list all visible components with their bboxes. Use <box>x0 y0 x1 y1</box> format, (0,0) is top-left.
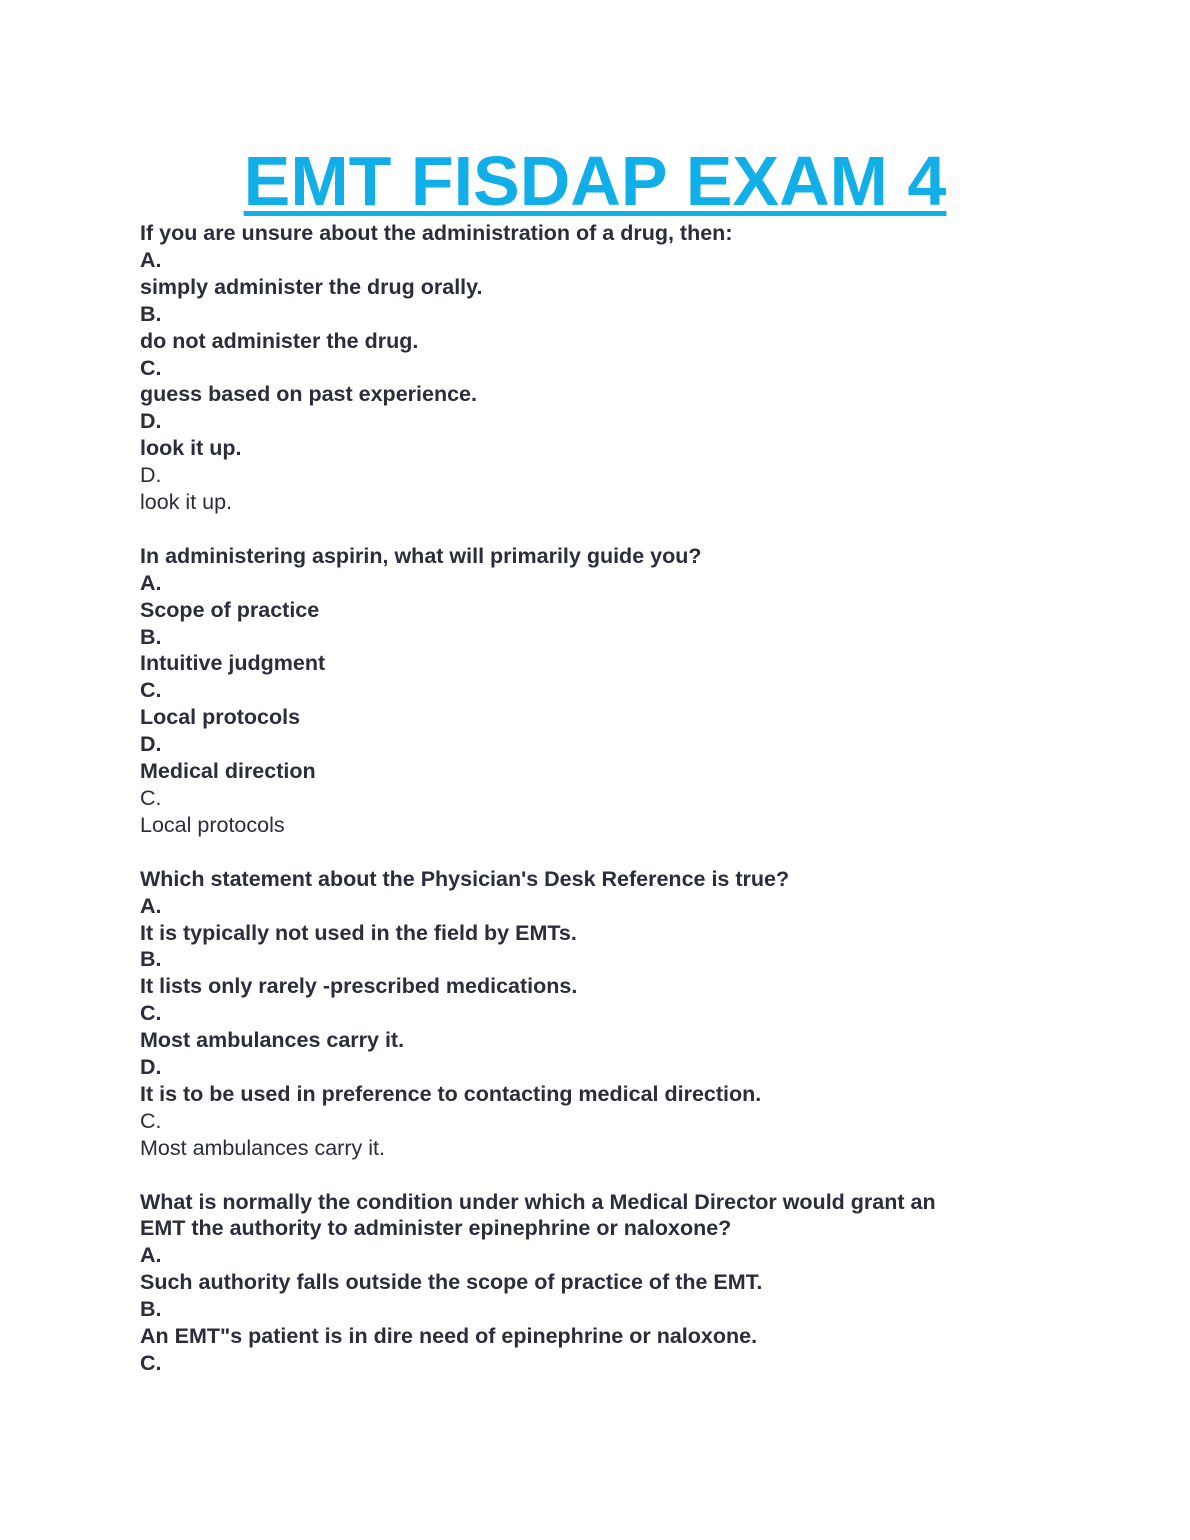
question-text: What is normally the condition under which a Medical Director would grant an <box>140 1189 936 1214</box>
spacer <box>140 516 1040 543</box>
answer-text: Most ambulances carry it. <box>140 1135 385 1160</box>
answer-text: Local protocols <box>140 812 285 837</box>
option-text: Intuitive judgment <box>140 651 326 676</box>
spacer <box>140 1162 1040 1189</box>
question-text: If you are unsure about the administration of a drug, then: <box>140 221 733 245</box>
option-text: look it up. <box>140 436 242 461</box>
option-letter: D. <box>140 732 162 757</box>
option-text: guess based on past experience. <box>140 382 477 407</box>
option-letter: A. <box>140 1243 162 1268</box>
question-block <box>140 1189 1040 1377</box>
question-block <box>140 866 1040 1162</box>
option-text: It lists only rarely -prescribed medications. <box>140 974 578 999</box>
answer-letter: C. <box>140 1108 162 1133</box>
question-list <box>140 220 1040 1377</box>
option-text: Medical direction <box>140 759 316 784</box>
option-text: An EMT"s patient is in dire need of epinephrine or naloxone. <box>140 1324 758 1349</box>
option-letter: A. <box>140 570 162 595</box>
question-text: In administering aspirin, what will primarily guide you? <box>140 543 702 568</box>
option-letter: C. <box>140 1351 162 1376</box>
document-title-text: EMT FISDAP EXAM 4 <box>243 142 947 220</box>
option-text: It is typically not used in the field by EMTs. <box>140 920 577 945</box>
option-letter: B. <box>140 624 162 649</box>
option-text: Scope of practice <box>140 597 320 622</box>
answer-letter: C. <box>140 786 162 811</box>
option-letter: A. <box>140 893 162 918</box>
option-letter: B. <box>140 1297 162 1322</box>
option-letter: C. <box>140 355 162 380</box>
option-letter: B. <box>140 301 162 326</box>
option-text: Most ambulances carry it. <box>140 1028 405 1053</box>
option-letter: C. <box>140 678 162 703</box>
answer-text: look it up. <box>140 490 233 515</box>
spacer <box>140 839 1040 866</box>
option-text: simply administer the drug orally. <box>140 274 483 299</box>
answer-letter: D. <box>140 463 162 488</box>
option-text: Such authority falls outside the scope of practice of the EMT. <box>140 1270 763 1295</box>
question-block <box>140 543 1040 839</box>
option-letter: C. <box>140 1001 162 1026</box>
question-text: Which statement about the Physician's Desk Reference is true? <box>140 866 790 891</box>
option-text: It is to be used in preference to contacting medical direction. <box>140 1081 762 1106</box>
option-letter: D. <box>140 409 162 434</box>
question-text: EMT the authority to administer epinephrine or naloxone? <box>140 1216 732 1241</box>
option-letter: A. <box>140 247 162 272</box>
option-letter: B. <box>140 947 162 972</box>
document-title <box>0 140 1190 222</box>
question-block <box>140 220 1040 516</box>
option-text: Local protocols <box>140 705 301 730</box>
option-letter: D. <box>140 1055 162 1080</box>
option-text: do not administer the drug. <box>140 328 419 353</box>
